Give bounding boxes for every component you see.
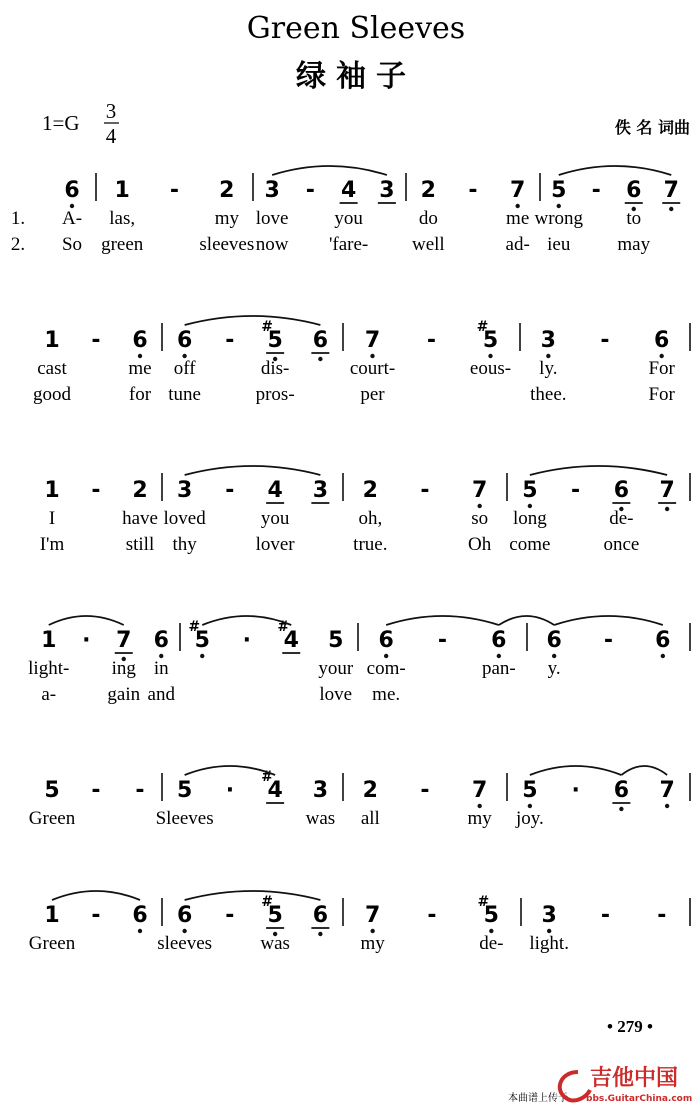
- note: 3: [176, 478, 193, 503]
- note: 6: [626, 178, 642, 203]
- slur-arc: [621, 766, 667, 775]
- lyric-syllable: loved: [163, 508, 206, 529]
- note: 6: [132, 903, 148, 928]
- note: 6: [654, 328, 670, 353]
- lyric-syllable: For: [648, 358, 675, 379]
- lyric-syllable: pan-: [481, 658, 516, 679]
- dot-mark: ·: [242, 628, 251, 653]
- lyric-syllable: gain: [107, 684, 141, 705]
- dash-mark: -: [225, 903, 235, 928]
- score-system: [33, 316, 690, 405]
- lyric-syllable: thee.: [530, 384, 567, 405]
- lyric-syllable: my: [467, 808, 492, 829]
- sharp-sign: #: [261, 894, 273, 910]
- lower-octave-dot: [669, 207, 673, 211]
- composer-credit: 佚 名 词曲: [614, 118, 690, 137]
- note: 4: [283, 628, 299, 653]
- lyric-syllable: sleeves: [199, 234, 255, 255]
- lyric-syllable: Oh: [468, 534, 492, 555]
- lyric-syllable: per: [360, 384, 385, 405]
- footer-note: 本曲谱上传于: [508, 1093, 568, 1104]
- lyric-syllable: So: [61, 234, 83, 255]
- lyric-syllable: once: [603, 534, 640, 555]
- dash-mark: -: [305, 178, 315, 203]
- dash-mark: -: [600, 903, 611, 928]
- note: 2: [219, 178, 235, 203]
- lyric-syllable: love: [319, 684, 353, 705]
- note: 7: [364, 328, 381, 353]
- lyric-syllable: all: [360, 808, 380, 829]
- score-systems: [11, 166, 690, 954]
- lyric-syllable: ing: [111, 658, 136, 679]
- dash-mark: -: [426, 328, 437, 353]
- slur-arc: [530, 466, 667, 475]
- lyric-syllable: lover: [255, 534, 295, 555]
- note: 7: [116, 628, 132, 653]
- lyric-syllable: eous-: [469, 358, 512, 379]
- key-signature: 1=G: [42, 111, 80, 135]
- lyric-syllable: long: [512, 508, 547, 529]
- footer-watermark: [508, 1065, 692, 1104]
- lyric-syllable: was: [305, 808, 336, 829]
- lyric-syllable: green: [101, 234, 144, 255]
- score-system: [28, 616, 690, 705]
- note: 5: [482, 328, 499, 353]
- lyric-syllable: have: [122, 508, 158, 529]
- verse-number: 2.: [10, 234, 26, 255]
- note: 7: [510, 178, 526, 203]
- dash-mark: -: [169, 178, 180, 203]
- lyric-syllable: true.: [353, 534, 388, 555]
- note: 6: [491, 628, 507, 653]
- sharp-sign: #: [277, 619, 290, 635]
- score-system: [11, 166, 680, 255]
- lyric-syllable: me.: [372, 684, 401, 705]
- lyric-syllable: light.: [529, 933, 569, 954]
- slur-arc: [554, 616, 663, 625]
- note: 4: [267, 778, 283, 803]
- lyric-syllable: you: [334, 208, 363, 229]
- slur-arc: [185, 891, 321, 900]
- dot-mark: ·: [571, 778, 580, 803]
- note: 6: [613, 778, 630, 803]
- note: 3: [264, 178, 280, 203]
- dash-mark: -: [600, 328, 610, 353]
- dot-mark: ·: [82, 628, 91, 653]
- dash-mark: -: [468, 178, 478, 203]
- note: 7: [663, 178, 679, 203]
- sharp-sign: #: [477, 894, 490, 910]
- note: 6: [546, 628, 562, 653]
- lower-octave-dot: [661, 654, 665, 658]
- lyric-syllable: A-: [61, 208, 83, 229]
- lyric-syllable: may: [617, 234, 651, 255]
- lyric-syllable: light-: [28, 658, 70, 679]
- lyric-syllable: joy.: [515, 808, 544, 829]
- note: 1: [44, 328, 60, 353]
- lyric-syllable: you: [260, 508, 290, 529]
- score-system: [29, 891, 690, 954]
- lyric-syllable: court-: [349, 358, 396, 379]
- lyric-syllable: thy: [172, 534, 197, 555]
- time-signature-bottom: 4: [105, 124, 117, 148]
- dash-mark: -: [420, 478, 430, 503]
- dash-mark: -: [657, 903, 667, 928]
- score-system: [29, 766, 690, 829]
- lyric-syllable: so: [471, 508, 489, 529]
- dash-mark: -: [427, 903, 437, 928]
- lyric-syllable: me: [506, 208, 530, 229]
- lyric-syllable: now: [255, 234, 289, 255]
- note: 7: [659, 778, 675, 803]
- note: 5: [267, 903, 283, 928]
- lyric-syllable: your: [318, 658, 354, 679]
- lyric-syllable: good: [33, 384, 71, 405]
- lyric-syllable: was: [260, 933, 290, 954]
- dash-mark: -: [571, 478, 581, 503]
- lyric-syllable: y.: [547, 658, 561, 679]
- lyric-syllable: 'fare-: [328, 234, 369, 255]
- lyric-syllable: Sleeves: [155, 808, 214, 829]
- slur-arc: [559, 166, 672, 175]
- note: 3: [379, 178, 395, 203]
- note: 7: [472, 478, 488, 503]
- lyric-syllable: to: [626, 208, 642, 229]
- note: 4: [340, 178, 357, 203]
- note: 2: [420, 178, 436, 203]
- sharp-sign: #: [261, 769, 273, 785]
- slur-arc: [52, 891, 140, 900]
- lyric-syllable: sleeves: [157, 933, 213, 954]
- lyric-syllable: love: [255, 208, 289, 229]
- lyric-syllable: ieu: [547, 234, 571, 255]
- song-title: Green Sleeves: [246, 11, 466, 46]
- score-system: [40, 466, 690, 555]
- lower-octave-dot: [318, 932, 322, 936]
- note: 3: [540, 328, 556, 353]
- lyric-syllable: I: [48, 508, 56, 529]
- lyric-syllable: I'm: [39, 534, 65, 555]
- note: 6: [176, 328, 193, 353]
- note: 2: [362, 478, 378, 503]
- lyric-syllable: cast: [37, 358, 67, 379]
- lyric-syllable: dis-: [260, 358, 290, 379]
- note: 7: [659, 478, 675, 503]
- sharp-sign: #: [261, 319, 273, 335]
- dash-mark: -: [225, 478, 235, 503]
- lyric-syllable: still: [125, 534, 155, 555]
- lower-octave-dot: [318, 357, 322, 361]
- dash-mark: -: [225, 328, 235, 353]
- note: 5: [44, 778, 60, 803]
- dash-mark: -: [91, 903, 101, 928]
- sharp-sign: #: [188, 619, 201, 635]
- note: 1: [44, 903, 60, 928]
- lower-octave-dot: [200, 654, 204, 658]
- lyric-syllable: do: [418, 208, 438, 229]
- lower-octave-dot: [619, 807, 623, 811]
- note: 5: [551, 178, 567, 203]
- note: 6: [132, 328, 148, 353]
- lyric-syllable: oh,: [358, 508, 383, 529]
- slur-arc: [530, 766, 622, 775]
- note: 6: [613, 478, 630, 503]
- lyric-syllable: Green: [28, 933, 76, 954]
- dash-mark: -: [603, 628, 614, 653]
- note: 1: [41, 628, 57, 653]
- dot-mark: ·: [225, 778, 235, 803]
- lyric-syllable: my: [360, 933, 385, 954]
- dash-mark: -: [591, 178, 601, 203]
- slur-arc: [185, 316, 321, 325]
- note: 6: [64, 178, 80, 203]
- slur-arc: [49, 616, 124, 625]
- lyric-syllable: well: [411, 234, 445, 255]
- note: 2: [362, 778, 378, 803]
- dash-mark: -: [91, 328, 101, 353]
- note: 4: [267, 478, 283, 503]
- note: 5: [483, 903, 499, 928]
- lyric-syllable: For: [648, 384, 675, 405]
- lyric-syllable: ad-: [505, 234, 530, 255]
- lyric-syllable: las,: [109, 208, 136, 229]
- note: 7: [365, 903, 381, 928]
- lyric-syllable: a-: [41, 684, 57, 705]
- lyric-syllable: wrong: [534, 208, 584, 229]
- slur-arc: [272, 166, 387, 175]
- note: 2: [132, 478, 148, 503]
- note: 6: [176, 903, 193, 928]
- note: 5: [522, 778, 538, 803]
- song-subtitle: 绿袖子: [296, 59, 416, 94]
- time-signature-top: 3: [105, 99, 117, 123]
- note: 6: [312, 328, 329, 353]
- note: 6: [153, 628, 169, 653]
- dash-mark: -: [420, 778, 430, 803]
- lyric-syllable: com-: [366, 658, 406, 679]
- logo-text: 吉他中国: [590, 1066, 679, 1091]
- note: 1: [44, 478, 60, 503]
- lyric-syllable: tune: [168, 384, 201, 405]
- lower-octave-dot: [665, 507, 669, 511]
- note: 3: [541, 903, 557, 928]
- dash-mark: -: [437, 628, 448, 653]
- note: 6: [655, 628, 671, 653]
- note: 5: [267, 328, 283, 353]
- note: 5: [522, 478, 538, 503]
- note: 5: [176, 778, 193, 803]
- lyric-syllable: de-: [609, 508, 634, 529]
- lyric-syllable: and: [147, 684, 175, 705]
- lower-octave-dot: [138, 929, 142, 933]
- note: 3: [312, 778, 329, 803]
- lyric-syllable: in: [153, 658, 169, 679]
- lyric-syllable: me: [128, 358, 152, 379]
- lyric-syllable: Green: [28, 808, 76, 829]
- lower-octave-dot: [665, 804, 669, 808]
- slur-arc: [386, 616, 499, 625]
- logo-url: bbs.GuitarChina.com: [586, 1094, 693, 1104]
- lyric-syllable: de-: [479, 933, 504, 954]
- note: 6: [378, 628, 394, 653]
- note: 7: [472, 778, 488, 803]
- dash-mark: -: [135, 778, 145, 803]
- note: 5: [328, 628, 344, 653]
- lyric-syllable: come: [509, 534, 551, 555]
- note: 6: [312, 903, 329, 928]
- note: 1: [114, 178, 130, 203]
- dash-mark: -: [91, 478, 101, 503]
- lyric-syllable: for: [128, 384, 152, 405]
- lyric-syllable: off: [173, 358, 196, 379]
- verse-number: 1.: [10, 208, 26, 229]
- lyric-syllable: ly.: [539, 358, 558, 379]
- note: 5: [194, 628, 210, 653]
- lyric-syllable: my: [214, 208, 239, 229]
- lyric-syllable: pros-: [255, 384, 295, 405]
- slur-arc: [185, 466, 321, 475]
- page-number: • 279 •: [607, 1017, 653, 1036]
- sharp-sign: #: [476, 319, 489, 335]
- dash-mark: -: [91, 778, 101, 803]
- note: 3: [312, 478, 329, 503]
